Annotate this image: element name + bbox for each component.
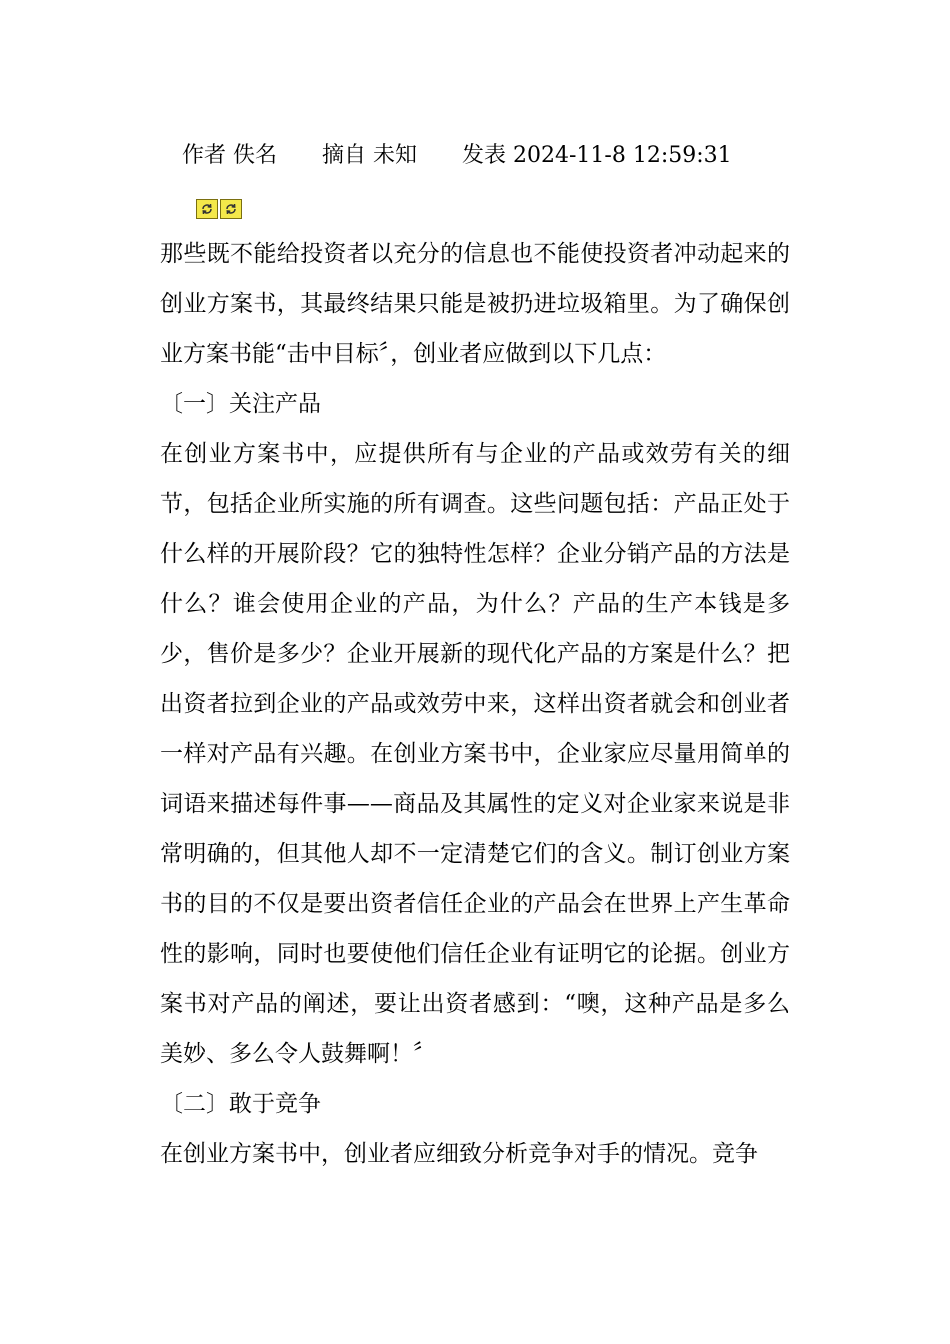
article-meta <box>182 140 732 172</box>
refresh-icon[interactable] <box>196 199 218 219</box>
paragraph-competition: 在创业方案书中，创业者应细致分析竞争对手的情况。竞争 <box>160 1141 758 1167</box>
paragraph-intro: 那些既不能给投资者以充分的信息也不能使投资者冲动起来的创业方案书，其最终结果只能是被扔进垃圾箱里。为了确保创业方案书能“击中目标〞，创业者应做到以下几点： <box>160 241 790 367</box>
section-heading-competition: 〔二〕敢于竞争 <box>160 1091 321 1117</box>
icon-toolbar <box>196 199 242 219</box>
author: 作者 佚名 <box>182 143 277 168</box>
refresh-icon[interactable] <box>220 199 242 219</box>
publish-date: 发表 2024-11-8 12:59:31 <box>462 143 732 168</box>
paragraph-product: 在创业方案书中，应提供所有与企业的产品或效劳有关的细节，包括企业所实施的所有调查。这些问题包括：产品正处于什么样的开展阶段？它的独特性怎样？企业分销产品的方法是什么？谁会使用企业的产品，为什么？产品的生产本钱是多少，售价是多少？企业开展新的现代化产品的方案是什么？把出资者拉到企业的产品或效劳中来，这样出资者就会和创业者一样对产品有兴趣。在创业方案书中，企业家应尽量用简单的词语来描述每件事——商品及其属性的定义对企业家来说是非常明确的，但其他人却不一定清楚它们的含义。制订创业方案书的目的不仅是要出资者信任企业的产品会在世界上产生革命性的影响，同时也要使他们信任企业有证明它的论据。创业方案书对产品的阐述，要让出资者感到：“噢，这种产品是多么美妙、多么令人鼓舞啊！〞 <box>160 441 790 1067</box>
source: 摘自 未知 <box>322 143 417 168</box>
section-heading-product: 〔一〕关注产品 <box>160 391 321 417</box>
article-body <box>160 229 790 1179</box>
